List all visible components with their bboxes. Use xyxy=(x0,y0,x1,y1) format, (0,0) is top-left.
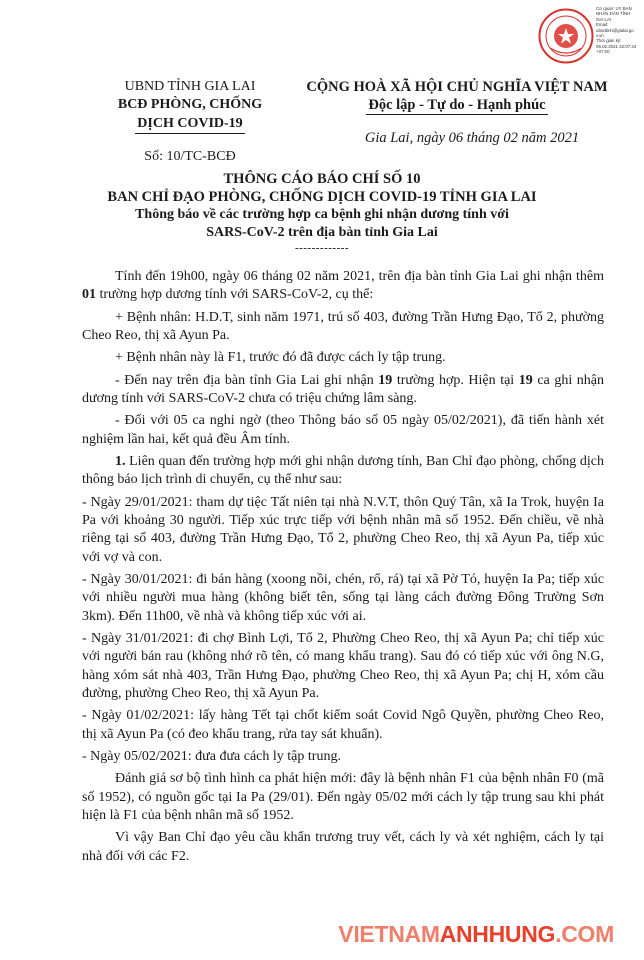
signature-line: +07:00 xyxy=(596,49,610,55)
document-body xyxy=(82,268,604,870)
title-line-3: Thông báo về các trường hợp ca bệnh ghi nhận dương tính với xyxy=(135,207,509,222)
issuing-agency-header xyxy=(90,78,290,166)
text: trường hợp dương tính với SARS-CoV-2, cụ thể: xyxy=(96,287,374,303)
paragraph-f1: + Bệnh nhân này là F1, trước đó đã được cách ly tập trung. xyxy=(115,350,446,366)
country-name: CỘNG HOÀ XÃ HỘI CHỦ NGHĨA VIỆT NAM xyxy=(306,79,608,95)
timeline-item: - Ngày 29/01/2021: tham dự tiệc Tất niên tại nhà N.V.T, thôn Quý Tân, xã Ia Trok, huyện Ia Pa với khoảng 30 người. Tiếp xúc trực tiếp với bệnh nhân mã số 1952. Đến chiều, về nhà riêng tại số 403, đường Trần Hưng Đạo, Tổ 2, phường Cheo Reo, thị xã Ayun Pa, tiếp xúc với vợ và con. xyxy=(82,494,604,565)
timeline-item: - Ngày 05/02/2021: đưa đưa cách ly tập trung. xyxy=(82,749,341,765)
national-motto-header xyxy=(292,78,622,147)
title-separator: ------------- xyxy=(294,242,350,254)
timeline-item: - Ngày 30/01/2021: đi bán hàng (xoong nồi, chén, rổ, rá) tại xã Pờ Tó, huyện Ia Pa; tiếp xúc với nhiều người mua hàng (không biết tên, sống tại làng cách đường Đông Trường Sơn 3km). Đến 11h00, về nhà và không tiếp xúc với ai. xyxy=(82,572,604,624)
document-title-block xyxy=(0,170,644,254)
paragraph-assessment: Đánh giá sơ bộ tình hình ca phát hiện mới: đây là bệnh nhân F1 của bệnh nhân F0 (mã số 1952), có nguồn gốc tại Ia Pa (29/01). Đến ngày 05/02 mới cách ly tập trung sau khi phát hiện là F1 của bệnh nhân mã số 1952. xyxy=(82,771,604,824)
paragraph-patient: + Bệnh nhân: H.D.T, sinh năm 1971, trú số 403, đường Trần Hưng Đạo, Tổ 2, phường Cheo Reo, thị xã Ayun Pa. xyxy=(82,309,604,343)
signature-line: NHÂN DÂN TỈNH xyxy=(596,11,631,17)
paragraph-suspected: - Đối với 05 ca nghi ngờ (theo Thông báo số 05 ngày 05/02/2021), đã tiến hành xét nghiệm lần hai, kết quả đều Âm tính. xyxy=(82,413,604,447)
timeline-item: - Ngày 01/02/2021: lấy hàng Tết tại chốt kiểm soát Covid Ngô Quyền, phường Cheo Reo, thị xã Ayun Pa (có đeo khẩu trang, rửa tay sát khuẩn). xyxy=(82,708,604,742)
signature-line: ubndtinh@gialai.go xyxy=(596,27,634,33)
signature-line: Thời gian ký: xyxy=(596,38,622,44)
document-date: Gia Lai, ngày 06 tháng 02 năm 2021 xyxy=(364,130,580,146)
red-seal-stamp-icon xyxy=(538,8,594,64)
signature-line: Cơ quan: ỦY BAN xyxy=(596,6,632,11)
title-line-1: THÔNG CÁO BÁO CHÍ SỐ 10 xyxy=(223,171,421,187)
watermark-part: .COM xyxy=(555,921,614,947)
timeline-item: - Ngày 31/01/2021: đi chợ Bình Lợi, Tổ 2, Phường Cheo Reo, thị xã Ayun Pa; chỉ tiếp xúc với người bán rau (không nhớ rõ tên, có mang khẩu trang). Sau đó có tiếp xúc với ông N.G, hàng xóm sát nhà 403, Trần Hưng Đạo, phường Cheo Reo, thị xã Ayun Pa; chị H, xóm cầu đường, phường Cheo Reo, thị xã Ayun Pa. xyxy=(82,631,604,701)
text: - Đến nay trên địa bàn tỉnh Gia Lai ghi nhận xyxy=(115,372,379,388)
watermark xyxy=(338,921,614,948)
text: Tính đến 19h00, ngày 06 tháng 02 năm 2021, trên địa bàn tỉnh Gia Lai ghi nhận thêm xyxy=(115,269,604,284)
text: trường hợp. Hiện tại xyxy=(392,372,519,388)
title-line-4: SARS-CoV-2 trên địa bàn tỉnh Gia Lai xyxy=(206,225,438,240)
national-motto: Độc lập - Tự do - Hạnh phúc xyxy=(368,97,546,113)
bold-count: 19 xyxy=(518,372,533,388)
text: Liên quan đến trường hợp mới ghi nhận dương tính, Ban Chỉ đạo phòng, chống dịch thông báo lịch trình di chuyển, cụ thể như sau: xyxy=(82,454,604,488)
signature-line: v.vn xyxy=(596,33,604,39)
bold-count: 01 xyxy=(82,287,96,303)
watermark-part: ANHHUNG xyxy=(439,921,556,947)
paragraph-section-1 xyxy=(82,453,604,490)
section-number: 1. xyxy=(115,454,126,470)
signature-line: GIA LAI xyxy=(596,16,612,22)
text: ca ghi nhận dương tính với SARS-CoV-2 chưa có triệu chứng lâm sàng. xyxy=(82,372,605,407)
signature-line: Email: xyxy=(596,22,609,28)
agency-line-1: UBND TỈNH GIA LAI xyxy=(124,79,256,94)
agency-line-3: DỊCH COVID-19 xyxy=(135,115,244,134)
digital-signature-info xyxy=(596,6,642,55)
paragraph-total xyxy=(82,372,604,409)
document-number: Số: 10/TC-BCĐ xyxy=(144,149,236,164)
signature-line: 06.02.2021 22:07:34 xyxy=(596,43,637,49)
agency-line-2: BCĐ PHÒNG, CHỐNG xyxy=(117,97,263,112)
bold-count: 19 xyxy=(378,372,393,388)
title-line-2: BAN CHỈ ĐẠO PHÒNG, CHỐNG DỊCH COVID-19 TỈNH GIA LAI xyxy=(107,189,537,205)
paragraph-request: Vì vậy Ban Chỉ đạo yêu cầu khẩn trương truy vết, cách ly và xét nghiệm, cách ly tại nhà đối với các F2. xyxy=(82,830,604,864)
paragraph-summary xyxy=(82,268,604,305)
watermark-part: VIETNAM xyxy=(338,921,440,947)
